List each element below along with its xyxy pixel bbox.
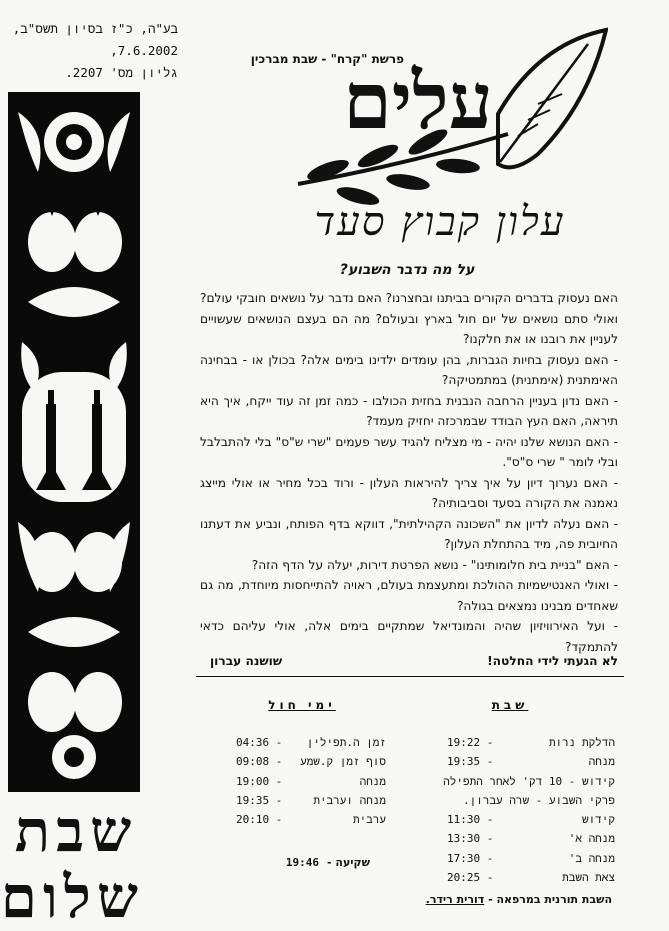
divider bbox=[196, 676, 624, 677]
hebrew-date: בע"ה, כ"ז בסיון תשס"ב, bbox=[12, 21, 178, 36]
schedule-label: צאת השבת bbox=[562, 871, 615, 885]
schedule-label: פרקי השבוע - שרה עברון. bbox=[463, 793, 615, 807]
article-paragraph: - האם נדון בעניין הרחבה הנבנית בחזית הכולבו - כמה זמן זה עוד ייקח, איך היא תיראה, האם העץ הבודד שבמרכזה יחזיק מעמד? bbox=[200, 393, 618, 428]
shabbat-schedule-title: שבת bbox=[491, 698, 529, 712]
schedule-time: 19:35 - bbox=[447, 755, 494, 769]
schedule-row bbox=[447, 829, 615, 848]
sunset-time bbox=[285, 856, 370, 869]
article-title: על מה נדבר השבוע? bbox=[339, 262, 475, 278]
issue-header bbox=[12, 18, 178, 84]
weekday-schedule bbox=[236, 733, 386, 829]
schedule-time: 09:08 - bbox=[236, 755, 283, 769]
article-body bbox=[200, 288, 618, 657]
schedule-row bbox=[236, 752, 386, 771]
newsletter-subtitle: עלון קבוץ סעד bbox=[314, 199, 566, 245]
article-closing bbox=[210, 654, 618, 668]
schedule-time: 11:30 - bbox=[447, 813, 494, 827]
schedule-label: הדלקת נרות bbox=[548, 736, 615, 749]
weekday-schedule-title: ימי חול bbox=[268, 698, 336, 712]
article-paragraph: - האם "בניית בית חלומותינו" - נושא הפרטת דירות, יעלה על הדף הזה? bbox=[251, 557, 618, 572]
schedule-label: מנחה bbox=[588, 755, 615, 769]
footer-name: דורית רידר. bbox=[425, 893, 485, 906]
article-paragraph: - האם נעלה לדיון את "השכונה הקהילתית", דווקא בדף הפותח, ונביע את דעתנו החיובית פה, מיד בהתחלת העלון? bbox=[200, 516, 618, 551]
schedule-row bbox=[236, 772, 386, 791]
schedule-row bbox=[447, 868, 615, 887]
schedule-row bbox=[447, 849, 615, 868]
schedule-row bbox=[447, 733, 615, 752]
schedule-label: קידוש bbox=[581, 813, 615, 827]
logo-wordmark: עלים bbox=[343, 56, 493, 147]
schedule-row bbox=[236, 810, 386, 829]
sunset-value: 19:46 bbox=[285, 856, 320, 869]
footer-text: השבת תורנית במרפאה - bbox=[488, 893, 612, 906]
schedule-label: קידוש - 10 דק' לאחר התפילה bbox=[443, 774, 615, 788]
greeting-line-1: שבת bbox=[14, 797, 138, 865]
decorative-border-strip bbox=[8, 92, 140, 792]
schedule-row bbox=[447, 791, 615, 810]
schedule-time: 19:00 - bbox=[236, 774, 283, 788]
schedule-time: 17:30 - bbox=[447, 851, 494, 865]
schedule-row bbox=[447, 752, 615, 771]
schedule-row bbox=[236, 791, 386, 810]
schedule-time: 20:25 - bbox=[447, 871, 494, 885]
leaf-logo-icon bbox=[288, 24, 608, 214]
schedule-label: ערבית bbox=[352, 813, 386, 827]
schedule-time: 13:30 - bbox=[447, 832, 494, 846]
article-paragraph: - ועל האירוויזיון שהיה והמונדיאל שמתקיים בימים אלה, אולי עליהם כדאי להתמקד? bbox=[200, 619, 618, 654]
article-paragraph: - האם נעסוק בחיות הגברות, בהן עומדים ילדינו בימים אלה? בכולן או - בבחינה האימתנית (אימתנית) במתמטיקה? bbox=[200, 352, 618, 387]
parasha-line: פרשת "קרח" - שבת מברכין bbox=[250, 52, 404, 66]
shabbat-schedule bbox=[443, 733, 615, 887]
article-paragraph: האם נעסוק בדברים הקורים בביתנו ובחצרנו? האם נדבר על נושאים חובקי עולם? ואולי סתם נושאים של יום חול בארץ ובעולם? מה הם בעצם הנושאים שעשויים לעניין את רובנו או את חלקנו? bbox=[200, 291, 618, 346]
article-paragraph: - האם נערוך דיון על איך צריך להיראות העלון - ורוד בכל מחיר או אולי מייצג נאמנה את הקורה בסעד וסביבותיה? bbox=[200, 475, 618, 510]
article-paragraph: - ואולי האנטישמיות ההולכת ומתעצמת בעולם, ראויה להתייחסות מיוחדת, מה גם שאחדים מבנינו נמצאים בגולה? bbox=[200, 578, 618, 613]
schedule-row bbox=[236, 733, 386, 752]
schedule-label: מנחה א' bbox=[568, 832, 615, 846]
article-author: שושנה עברון bbox=[210, 654, 283, 668]
schedule-time: 19:22 - bbox=[447, 736, 494, 749]
schedule-time: 20:10 - bbox=[236, 813, 283, 827]
schedule-time: 19:35 - bbox=[236, 793, 283, 807]
article-paragraph: - האם הנושא שלנו יהיה - מי מצליח להגיד עשר פעמים "שרי ש"ס" בלי להתבלבל ובלי לומר " שרי ס"ס". bbox=[200, 434, 618, 469]
shabbat-shalom-greeting bbox=[0, 797, 144, 931]
clinic-duty-note bbox=[340, 893, 612, 906]
schedule-time: 04:36 - bbox=[236, 736, 283, 749]
schedule-row bbox=[447, 810, 615, 829]
greeting-line-2: שלום bbox=[0, 863, 144, 931]
schedule-label: מנחה וערבית bbox=[313, 793, 386, 807]
closing-line: לא הגעתי לידי החלטה! bbox=[487, 654, 618, 668]
gregorian-date: 7.6.2002, bbox=[110, 43, 178, 58]
schedule-label: סוף זמן ק.שמע bbox=[300, 755, 386, 769]
newsletter-logo bbox=[288, 24, 608, 214]
schedule-label: מנחה ב' bbox=[568, 851, 615, 865]
floral-ornament-icon bbox=[8, 92, 140, 792]
schedule-label: מנחה bbox=[359, 774, 386, 788]
schedule-row bbox=[443, 772, 615, 791]
issue-number: גליון מס' 2207. bbox=[65, 65, 178, 80]
sunset-label: שקיעה - bbox=[327, 856, 370, 869]
schedule-label: זמן ה.תפילין bbox=[306, 736, 386, 749]
